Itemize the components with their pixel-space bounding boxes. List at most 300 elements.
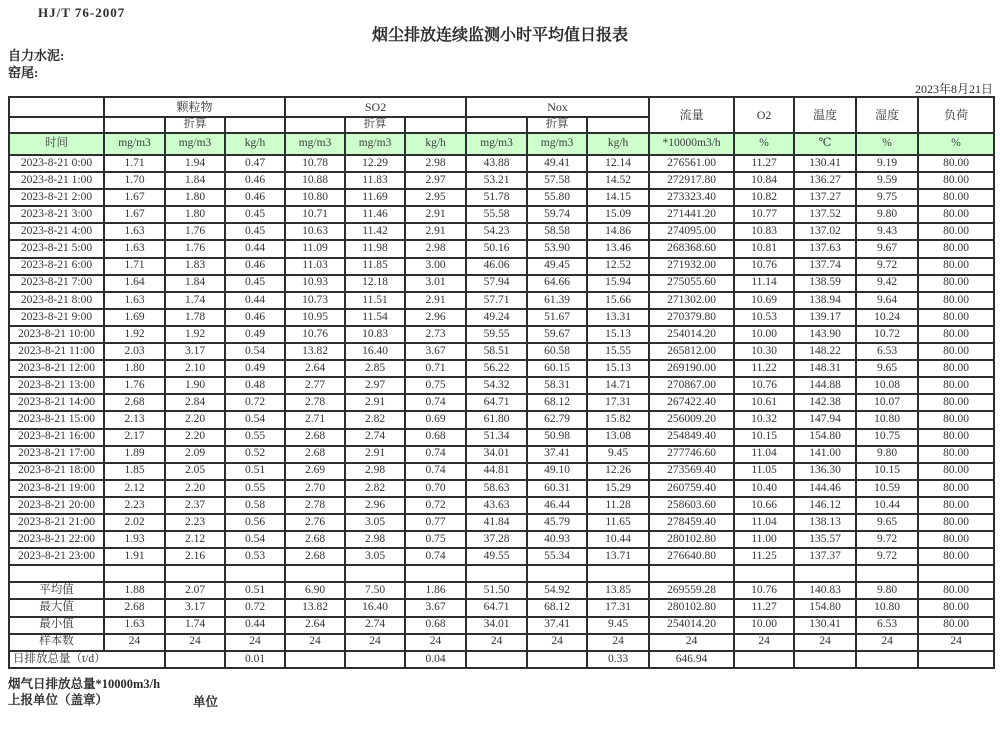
cell: 2.20 — [165, 411, 225, 428]
table-row — [9, 309, 994, 326]
cell: 2.91 — [345, 394, 405, 411]
col-header-nox: Nox — [466, 97, 649, 117]
table-row — [9, 275, 994, 292]
cell: 10.78 — [285, 155, 345, 172]
unit-nox-mg: mg/m3 — [466, 133, 527, 155]
cell: 1.63 — [104, 292, 165, 309]
cell — [466, 651, 527, 668]
cell: 2.96 — [345, 497, 405, 514]
cell: 平均值 — [9, 582, 104, 599]
cell: 10.44 — [856, 497, 918, 514]
cell: 11.09 — [285, 240, 345, 257]
cell: 2023-8-21 15:00 — [9, 411, 104, 428]
cell: 1.83 — [165, 258, 225, 275]
cell: 46.06 — [466, 258, 527, 275]
col-header-humidity: 湿度 — [856, 97, 918, 133]
cell: 265812.00 — [649, 343, 734, 360]
cell: 141.00 — [794, 446, 856, 463]
cell: 46.44 — [527, 497, 587, 514]
cell: 2.98 — [405, 240, 466, 257]
cell: 1.91 — [104, 548, 165, 565]
unit-nox-conv-mg: mg/m3 — [527, 133, 587, 155]
cell: 15.29 — [587, 480, 649, 497]
cell — [918, 651, 994, 668]
cell: 15.66 — [587, 292, 649, 309]
cell: 2.03 — [104, 343, 165, 360]
cell: 3.05 — [345, 548, 405, 565]
cell: 148.22 — [794, 343, 856, 360]
cell: 9.64 — [856, 292, 918, 309]
cell: 10.95 — [285, 309, 345, 326]
cell: 11.14 — [734, 275, 794, 292]
cell: 7.50 — [345, 582, 405, 599]
cell: 2023-8-21 6:00 — [9, 258, 104, 275]
cell: 9.80 — [856, 446, 918, 463]
cell: 80.00 — [918, 617, 994, 634]
cell: 3.01 — [405, 275, 466, 292]
cell: 80.00 — [918, 394, 994, 411]
cell: 2023-8-21 7:00 — [9, 275, 104, 292]
cell: 2.23 — [165, 514, 225, 531]
cell: 2023-8-21 2:00 — [9, 189, 104, 206]
cell: 80.00 — [918, 223, 994, 240]
cell — [9, 565, 104, 582]
cell: 1.84 — [165, 275, 225, 292]
cell: 15.13 — [587, 360, 649, 377]
cell: 0.45 — [225, 275, 285, 292]
cell: 80.00 — [918, 480, 994, 497]
cell: 58.58 — [527, 223, 587, 240]
cell: 0.45 — [225, 223, 285, 240]
cell: 80.00 — [918, 155, 994, 172]
cell: 0.74 — [405, 548, 466, 565]
cell: 276561.00 — [649, 155, 734, 172]
cell: 80.00 — [918, 343, 994, 360]
unit-nox-kgh: kg/h — [587, 133, 649, 155]
empty-row — [9, 565, 994, 582]
cell: 1.90 — [165, 377, 225, 394]
cell: 137.37 — [794, 548, 856, 565]
cell: 2.69 — [285, 463, 345, 480]
cell: 24 — [649, 634, 734, 651]
cell: 2.78 — [285, 497, 345, 514]
cell — [794, 651, 856, 668]
cell: 260759.40 — [649, 480, 734, 497]
cell: 2.91 — [345, 446, 405, 463]
cell: 样本数 — [9, 634, 104, 651]
cell: 9.65 — [856, 514, 918, 531]
cell: 9.65 — [856, 360, 918, 377]
cell: 11.98 — [345, 240, 405, 257]
cell: 49.41 — [527, 155, 587, 172]
cell: 140.83 — [794, 582, 856, 599]
cell: 254849.40 — [649, 429, 734, 446]
cell — [587, 565, 649, 582]
cell: 2023-8-21 19:00 — [9, 480, 104, 497]
cell: 37.41 — [527, 446, 587, 463]
cell: 2.71 — [285, 411, 345, 428]
cell: 10.80 — [285, 189, 345, 206]
cell — [405, 565, 466, 582]
cell: 2023-8-21 1:00 — [9, 172, 104, 189]
cell: 154.80 — [794, 599, 856, 616]
cell: 2023-8-21 20:00 — [9, 497, 104, 514]
cell: 269559.28 — [649, 582, 734, 599]
cell: 1.94 — [165, 155, 225, 172]
cell — [165, 651, 225, 668]
cell: 0.44 — [225, 292, 285, 309]
table-row — [9, 360, 994, 377]
cell: 130.41 — [794, 155, 856, 172]
cell: 64.71 — [466, 394, 527, 411]
cell: 14.52 — [587, 172, 649, 189]
unit-temp-c: ℃ — [794, 133, 856, 155]
cell: 80.00 — [918, 582, 994, 599]
cell: 1.64 — [104, 275, 165, 292]
cell: 146.12 — [794, 497, 856, 514]
cell: 24 — [225, 634, 285, 651]
cell: 3.67 — [405, 343, 466, 360]
table-row — [9, 172, 994, 189]
cell: 54.32 — [466, 377, 527, 394]
cell: 2.16 — [165, 548, 225, 565]
cell: 11.69 — [345, 189, 405, 206]
table-row — [9, 548, 994, 565]
cell: 13.31 — [587, 309, 649, 326]
cell: 10.30 — [734, 343, 794, 360]
cell: 1.71 — [104, 155, 165, 172]
cell: 2.64 — [285, 617, 345, 634]
cell: 9.45 — [587, 617, 649, 634]
cell: 0.51 — [225, 463, 285, 480]
cell: 13.82 — [285, 343, 345, 360]
col-header-temp: 温度 — [794, 97, 856, 133]
cell: 80.00 — [918, 360, 994, 377]
footer-flow-total: 烟气日排放总量*10000m3/h — [8, 676, 161, 691]
cell: 80.00 — [918, 172, 994, 189]
cell: 55.80 — [527, 189, 587, 206]
footer-unit-word: 单位 — [193, 694, 219, 709]
cell: 80.00 — [918, 240, 994, 257]
cell: 2.73 — [405, 326, 466, 343]
table-row — [9, 480, 994, 497]
cell: 2023-8-21 3:00 — [9, 206, 104, 223]
cell: 0.75 — [405, 531, 466, 548]
cell: 24 — [856, 634, 918, 651]
table-row — [9, 411, 994, 428]
cell — [527, 651, 587, 668]
table-row — [9, 189, 994, 206]
cell: 57.58 — [527, 172, 587, 189]
cell: 11.85 — [345, 258, 405, 275]
cell: 50.98 — [527, 429, 587, 446]
header-group-row — [9, 97, 994, 117]
cell: 9.19 — [856, 155, 918, 172]
cell — [104, 565, 165, 582]
cell: 15.13 — [587, 326, 649, 343]
cell: 57.94 — [466, 275, 527, 292]
cell: 11.03 — [285, 258, 345, 275]
cell: 2.98 — [405, 155, 466, 172]
cell: 1.80 — [165, 189, 225, 206]
cell: 2.91 — [405, 223, 466, 240]
cell: 最大值 — [9, 599, 104, 616]
cell: 11.04 — [734, 514, 794, 531]
cell: 11.83 — [345, 172, 405, 189]
unit-humidity-pct: % — [856, 133, 918, 155]
cell: 11.54 — [345, 309, 405, 326]
col-header-pm-conv: 折算 — [165, 117, 225, 133]
cell: 24 — [165, 634, 225, 651]
cell: 80.00 — [918, 463, 994, 480]
summary-row — [9, 617, 994, 634]
cell: 37.28 — [466, 531, 527, 548]
cell: 2.12 — [104, 480, 165, 497]
cell: 2.68 — [104, 394, 165, 411]
cell: 2.68 — [104, 599, 165, 616]
cell: 10.76 — [734, 377, 794, 394]
cell: 10.59 — [856, 480, 918, 497]
cell — [734, 565, 794, 582]
cell: 144.88 — [794, 377, 856, 394]
cell: 44.81 — [466, 463, 527, 480]
cell: 2023-8-21 0:00 — [9, 155, 104, 172]
cell: 62.79 — [527, 411, 587, 428]
cell: 13.82 — [285, 599, 345, 616]
cell: 24 — [104, 634, 165, 651]
cell: 2.37 — [165, 497, 225, 514]
cell: 11.42 — [345, 223, 405, 240]
table-row — [9, 531, 994, 548]
cell: 60.15 — [527, 360, 587, 377]
cell: 2.96 — [405, 309, 466, 326]
cell: 0.74 — [405, 463, 466, 480]
cell: 2.68 — [285, 446, 345, 463]
cell: 274095.00 — [649, 223, 734, 240]
cell: 64.66 — [527, 275, 587, 292]
cell: 16.40 — [345, 599, 405, 616]
cell — [225, 565, 285, 582]
unit-pm-conv-mg: mg/m3 — [165, 133, 225, 155]
cell: 10.88 — [285, 172, 345, 189]
cell — [165, 565, 225, 582]
cell: 6.90 — [285, 582, 345, 599]
cell: 24 — [527, 634, 587, 651]
cell: 0.44 — [225, 617, 285, 634]
cell: 138.59 — [794, 275, 856, 292]
cell: 11.22 — [734, 360, 794, 377]
cell: 148.31 — [794, 360, 856, 377]
cell: 1.63 — [104, 617, 165, 634]
table-row — [9, 463, 994, 480]
cell: 11.27 — [734, 155, 794, 172]
cell: 80.00 — [918, 309, 994, 326]
cell: 270867.00 — [649, 377, 734, 394]
cell: 2.68 — [285, 531, 345, 548]
cell: 34.01 — [466, 617, 527, 634]
cell: 61.39 — [527, 292, 587, 309]
cell: 1.74 — [165, 292, 225, 309]
cell: 2023-8-21 11:00 — [9, 343, 104, 360]
cell: 10.76 — [285, 326, 345, 343]
cell: 24 — [918, 634, 994, 651]
cell: 0.49 — [225, 360, 285, 377]
cell: 11.51 — [345, 292, 405, 309]
report-footer — [8, 676, 1000, 708]
cell: 2023-8-21 8:00 — [9, 292, 104, 309]
cell: 2.78 — [285, 394, 345, 411]
cell: 3.17 — [165, 599, 225, 616]
cell: 13.46 — [587, 240, 649, 257]
header-time-blank — [9, 97, 104, 117]
cell: 2.20 — [165, 480, 225, 497]
cell: 10.81 — [734, 240, 794, 257]
cell: 51.67 — [527, 309, 587, 326]
cell: 10.76 — [734, 582, 794, 599]
header-units-row — [9, 133, 994, 155]
cell: 80.00 — [918, 292, 994, 309]
cell: 最小值 — [9, 617, 104, 634]
cell: 1.71 — [104, 258, 165, 275]
cell: 15.09 — [587, 206, 649, 223]
cell: 2.85 — [345, 360, 405, 377]
cell: 12.18 — [345, 275, 405, 292]
cell: 2.98 — [345, 463, 405, 480]
cell: 2023-8-21 22:00 — [9, 531, 104, 548]
cell: 1.89 — [104, 446, 165, 463]
cell: 0.46 — [225, 172, 285, 189]
cell: 10.82 — [734, 189, 794, 206]
cell: 138.94 — [794, 292, 856, 309]
cell: 59.74 — [527, 206, 587, 223]
kiln-label: 窑尾: — [8, 65, 39, 80]
cell — [345, 565, 405, 582]
unit-pm-mg: mg/m3 — [104, 133, 165, 155]
cell: 6.53 — [856, 343, 918, 360]
cell: 137.27 — [794, 189, 856, 206]
table-row — [9, 326, 994, 343]
cell: 2.68 — [285, 548, 345, 565]
cell: 2.97 — [345, 377, 405, 394]
cell: 2.68 — [285, 429, 345, 446]
cell: 2.84 — [165, 394, 225, 411]
cell: 49.24 — [466, 309, 527, 326]
cell: 0.69 — [405, 411, 466, 428]
cell: 2.70 — [285, 480, 345, 497]
cell: 9.45 — [587, 446, 649, 463]
cell: 13.85 — [587, 582, 649, 599]
cell: 2.05 — [165, 463, 225, 480]
cell: 1.74 — [165, 617, 225, 634]
cell: 137.63 — [794, 240, 856, 257]
cell: 1.78 — [165, 309, 225, 326]
cell: 14.86 — [587, 223, 649, 240]
cell: 2.07 — [165, 582, 225, 599]
cell: 1.93 — [104, 531, 165, 548]
cell: 0.70 — [405, 480, 466, 497]
cell: 37.41 — [527, 617, 587, 634]
cell: 9.43 — [856, 223, 918, 240]
cell: 1.84 — [165, 172, 225, 189]
cell: 136.27 — [794, 172, 856, 189]
report-date: 2023年8月21日 — [914, 82, 993, 96]
header-time-blank — [9, 117, 104, 133]
cell: 280102.80 — [649, 599, 734, 616]
cell: 0.75 — [405, 377, 466, 394]
cell — [856, 651, 918, 668]
emission-data-table — [8, 96, 995, 669]
cell: 61.80 — [466, 411, 527, 428]
cell: 272917.80 — [649, 172, 734, 189]
cell: 24 — [794, 634, 856, 651]
cell: 1.76 — [104, 377, 165, 394]
cell: 10.07 — [856, 394, 918, 411]
cell: 10.66 — [734, 497, 794, 514]
cell: 9.42 — [856, 275, 918, 292]
cell — [649, 565, 734, 582]
unit-so2-mg: mg/m3 — [285, 133, 345, 155]
table-row — [9, 497, 994, 514]
cell: 9.80 — [856, 582, 918, 599]
cell: 9.72 — [856, 548, 918, 565]
table-row — [9, 394, 994, 411]
cell: 1.88 — [104, 582, 165, 599]
cell: 2.82 — [345, 480, 405, 497]
cell: 80.00 — [918, 275, 994, 292]
cell — [527, 565, 587, 582]
cell: 0.33 — [587, 651, 649, 668]
cell: 24 — [466, 634, 527, 651]
cell: 2.91 — [405, 206, 466, 223]
cell: 17.31 — [587, 394, 649, 411]
cell: 11.25 — [734, 548, 794, 565]
unit-load-pct: % — [918, 133, 994, 155]
cell: 1.76 — [165, 240, 225, 257]
table-row — [9, 206, 994, 223]
cell: 0.54 — [225, 531, 285, 548]
cell: 2.98 — [345, 531, 405, 548]
cell: 2023-8-21 16:00 — [9, 429, 104, 446]
cell: 10.69 — [734, 292, 794, 309]
summary-row — [9, 599, 994, 616]
unit-o2-pct: % — [734, 133, 794, 155]
cell: 10.73 — [285, 292, 345, 309]
cell: 24 — [734, 634, 794, 651]
cell: 1.69 — [104, 309, 165, 326]
cell: 64.71 — [466, 599, 527, 616]
footer-report-unit: 上报单位（盖章） — [8, 692, 109, 707]
cell: 2.74 — [345, 429, 405, 446]
cell: 80.00 — [918, 531, 994, 548]
cell: 0.47 — [225, 155, 285, 172]
cell: 3.00 — [405, 258, 466, 275]
cell: 80.00 — [918, 514, 994, 531]
cell: 2.95 — [405, 189, 466, 206]
cell: 271441.20 — [649, 206, 734, 223]
cell: 11.46 — [345, 206, 405, 223]
cell: 14.71 — [587, 377, 649, 394]
cell: 273323.40 — [649, 189, 734, 206]
cell: 12.52 — [587, 258, 649, 275]
cell: 3.05 — [345, 514, 405, 531]
cell: 49.55 — [466, 548, 527, 565]
col-header-load: 负荷 — [918, 97, 994, 133]
cell: 2023-8-21 4:00 — [9, 223, 104, 240]
cell — [918, 565, 994, 582]
cell: 13.08 — [587, 429, 649, 446]
cell: 10.71 — [285, 206, 345, 223]
cell: 58.51 — [466, 343, 527, 360]
